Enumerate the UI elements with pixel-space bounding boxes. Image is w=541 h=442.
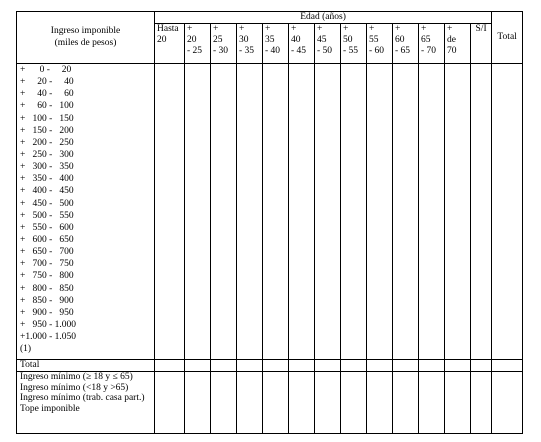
age-group-header: Edad (años) — [155, 12, 492, 24]
income-range-label: + 40 - 60 — [20, 89, 74, 100]
income-range-label: (1) — [20, 344, 32, 355]
data-cell — [471, 360, 492, 372]
data-cell — [419, 64, 445, 360]
no-info-column-header: S/I — [471, 24, 492, 64]
age-column-header: + 55 - 60 — [367, 24, 393, 64]
minimum-income-cell — [17, 372, 155, 434]
age-column-header: + 60 - 65 — [393, 24, 419, 64]
income-header-line-2: (miles de pesos) — [54, 37, 117, 48]
data-cell — [492, 360, 523, 372]
income-by-age-table — [16, 11, 523, 434]
age-column-header: + de 70 — [445, 24, 471, 64]
income-range-label: + 350 - 400 — [20, 174, 74, 185]
income-range-label: + 0 - 20 — [20, 65, 72, 75]
data-cell — [263, 360, 289, 372]
income-range-label: + 450 - 500 — [20, 198, 74, 209]
data-cell — [367, 64, 393, 360]
income-ranges-cell — [17, 64, 155, 360]
income-range-label: +1.000 - 1.050 — [20, 332, 77, 343]
data-cell — [237, 64, 263, 360]
income-range-label: + 800 - 850 — [20, 283, 74, 294]
data-cell — [211, 64, 237, 360]
data-cell — [492, 372, 523, 434]
income-range-label: + 950 - 1.000 — [20, 319, 77, 330]
data-cell — [315, 372, 341, 434]
data-cell — [367, 372, 393, 434]
income-range-label: + 500 - 550 — [20, 210, 74, 221]
data-cell — [315, 360, 341, 372]
income-header-cell — [17, 12, 155, 64]
income-range-label: + 600 - 650 — [20, 234, 74, 245]
age-column-header: + 40 - 45 — [289, 24, 315, 64]
minimum-income-line: Ingreso mínimo (<18 y >65) — [20, 382, 129, 393]
age-column-header: Hasta 20 — [155, 24, 185, 64]
data-cell — [445, 64, 471, 360]
data-cell — [445, 372, 471, 434]
minimum-income-line: Ingreso mínimo (trab. casa part.) — [20, 393, 145, 403]
data-cell — [492, 64, 523, 360]
income-range-label: + 250 - 300 — [20, 149, 74, 160]
total-column-header: Total — [492, 12, 523, 64]
data-cell — [341, 64, 367, 360]
data-cell — [315, 64, 341, 360]
income-range-label: + 100 - 150 — [20, 113, 74, 124]
data-cell — [211, 372, 237, 434]
age-column-header: + 65 - 70 — [419, 24, 445, 64]
data-cell — [263, 372, 289, 434]
income-range-label: + 200 - 250 — [20, 137, 74, 148]
income-header-line-1: Ingreso imponible — [50, 26, 121, 37]
data-cell — [341, 360, 367, 372]
data-cell — [419, 372, 445, 434]
income-range-label: + 650 - 700 — [20, 247, 74, 258]
income-range-label: + 300 - 350 — [20, 162, 74, 173]
data-cell — [289, 64, 315, 360]
total-row-label: Total — [17, 360, 155, 372]
income-range-label: + 20 - 40 — [20, 77, 74, 88]
income-range-label: + 750 - 800 — [20, 271, 74, 282]
data-cell — [237, 372, 263, 434]
income-range-label: + 700 - 750 — [20, 259, 74, 270]
data-cell — [471, 372, 492, 434]
age-column-header: + 20 - 25 — [185, 24, 211, 64]
taxable-cap-line: Tope imponible — [20, 403, 80, 414]
data-cell — [185, 64, 211, 360]
data-cell — [237, 360, 263, 372]
data-cell — [185, 360, 211, 372]
income-range-label: + 850 - 900 — [20, 295, 74, 306]
data-cell — [155, 64, 185, 360]
data-cell — [367, 360, 393, 372]
age-column-header: + 50 - 55 — [341, 24, 367, 64]
income-range-label: + 400 - 450 — [20, 186, 74, 197]
data-cell — [393, 360, 419, 372]
data-cell — [341, 372, 367, 434]
data-cell — [155, 360, 185, 372]
data-cell — [419, 360, 445, 372]
age-column-header: + 25 - 30 — [211, 24, 237, 64]
income-range-label: + 550 - 600 — [20, 222, 74, 233]
data-cell — [289, 360, 315, 372]
age-column-header: + 35 - 40 — [263, 24, 289, 64]
data-cell — [445, 360, 471, 372]
data-cell — [211, 360, 237, 372]
income-range-label: + 900 - 950 — [20, 307, 74, 318]
data-cell — [155, 372, 185, 434]
age-column-header: + 30 - 35 — [237, 24, 263, 64]
income-range-label: + 150 - 200 — [20, 125, 74, 136]
data-cell — [185, 372, 211, 434]
data-cell — [393, 372, 419, 434]
data-cell — [263, 64, 289, 360]
data-cell — [471, 64, 492, 360]
income-range-label: + 60 - 100 — [20, 101, 74, 112]
data-cell — [393, 64, 419, 360]
age-column-header: + 45 - 50 — [315, 24, 341, 64]
data-cell — [289, 372, 315, 434]
minimum-income-line: Ingreso mínimo (≥ 18 y ≤ 65) — [20, 372, 133, 382]
